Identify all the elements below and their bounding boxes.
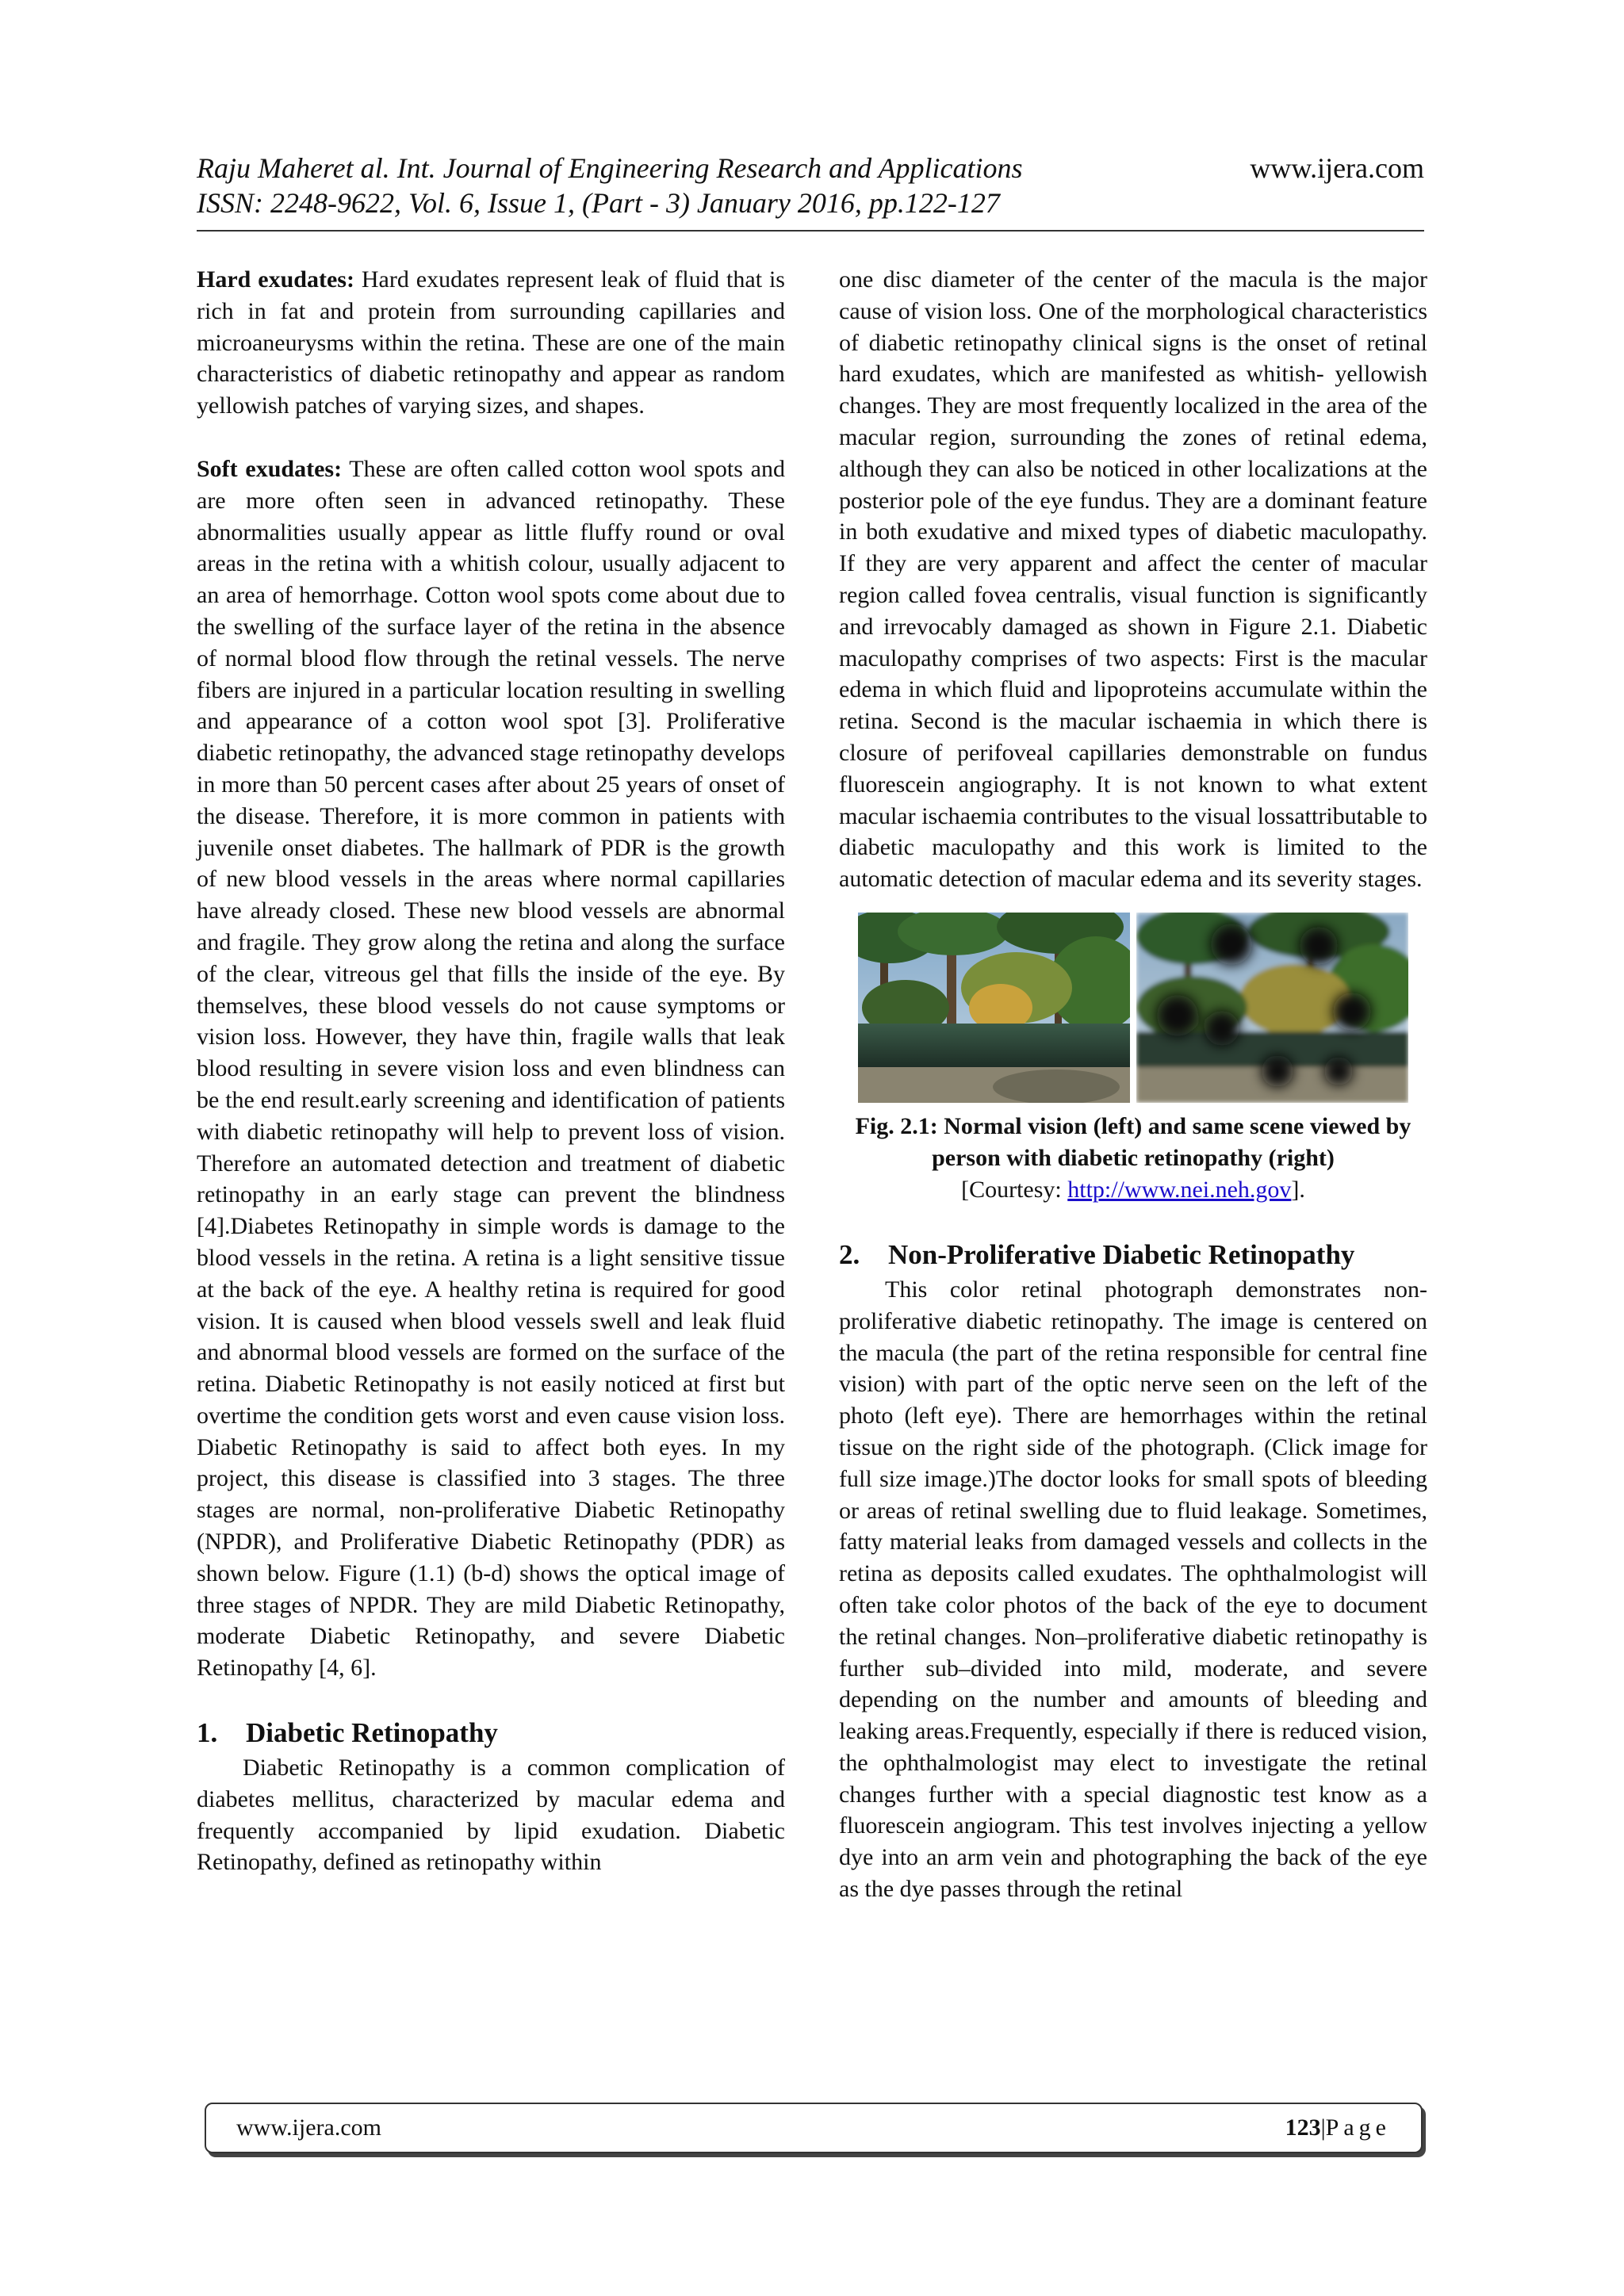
page-footer: [205, 2103, 1423, 2153]
section-2-number: 2.: [839, 1238, 860, 1270]
continuation-paragraph: one disc diameter of the center of the macula is the major cause of vision loss. One of the morphological characteristics of diabetic retinopathy clinical signs is the onset of retinal hard exudates, which are manifested as whitish- yellowish changes. They are most frequently localized in the area of the macular region, surrounding the zones of retinal edema, although they can also be noticed in other localizations at the posterior pole of the eye fundus. They are a dominant feature in both exudative and mixed types of diabetic maculopathy. If they are very apparent and affect the center of macular region called fovea centralis, visual function is significantly and irrevocably damaged as shown in Figure 2.1. Diabetic maculopathy comprises of two aspects: First is the macular edema in which fluid and lipoproteins accumulate within the retina. Second is the macular ischaemia in which there is closure of perifoveal capillaries demonstrable on fundus fluorescein angiography. It is not known to what extent macular ischaemia contributes to the visual lossattributable to diabetic maculopathy and this work is limited to the automatic detection of macular edema and its severity stages.: [839, 266, 1427, 893]
left-column: [197, 264, 785, 1878]
hard-exudates-paragraph: [197, 264, 785, 422]
page-word: Page: [1325, 2114, 1391, 2141]
figure-caption-title: Fig. 2.1: Normal vision (left) and same scene viewed by person with diabetic retinopathy (right): [855, 1112, 1411, 1171]
normal-vision-photo: [858, 913, 1130, 1103]
section-1-number: 1.: [197, 1717, 218, 1749]
diabetic-retinopathy-vision-photo: [1136, 913, 1408, 1103]
figure-courtesy: [Courtesy: http://www.nei.neh.gov].: [961, 1176, 1305, 1203]
issn-line: ISSN: 2248-9622, Vol. 6, Issue 1, (Part - 3) January 2016, pp.122-127: [197, 187, 1000, 219]
section-2-title: Non-Proliferative Diabetic Retinopathy: [888, 1238, 1355, 1270]
soft-exudates-heading: Soft exudates:: [197, 455, 343, 482]
page-number-label: 123|Page: [1285, 2114, 1391, 2141]
section-2-heading: [839, 1238, 1427, 1272]
section-2-text: This color retinal photograph demonstrates non-proliferative diabetic retinopathy. The image is centered on the macula (the part of the retina responsible for central fine vision) with part of the optic nerve seen on the left of the photo (left eye). There are hemorrhages within the retinal tissue on the right side of the photograph. (Click image for full size image.)The doctor looks for small spots of bleeding or areas of retinal swelling due to fluid leakage. Sometimes, fatty material leaks from damaged vessels and collects in the retina as deposits called exudates. The ophthalmologist will often take color photos of the back of the eye to document the retinal changes. Non–proliferative diabetic retinopathy is further sub–divided into mild, moderate, and severe depending on the number and amounts of bleeding and leaking areas.Frequently, especially if there is reduced vision, the ophthalmologist may elect to investigate the retinal changes further with a special diagnostic test know as a fluorescein angiogram. This test involves injecting a yellow dye into an arm vein and photographing the back of the eye as the dye passes through the retinal: [839, 1276, 1427, 1903]
figure-caption: [839, 1111, 1427, 1206]
soft-exudates-paragraph: [197, 453, 785, 1684]
section-1-title: Diabetic Retinopathy: [246, 1717, 498, 1749]
section-1-heading: [197, 1716, 785, 1751]
hard-exudates-heading: Hard exudates:: [197, 266, 354, 293]
running-header: [197, 151, 1424, 232]
journal-citation: Raju Maheret al. Int. Journal of Engineering Research and Applications: [197, 152, 1023, 184]
hard-exudates-text: Hard exudates represent leak of fluid that is rich in fat and protein from surrounding capillaries and microaneurysms within the retina. These are one of the main characteristics of diabetic retinopathy and appear as random yellowish patches of varying sizes, and shapes.: [197, 266, 785, 419]
soft-exudates-text: These are often called cotton wool spots and are more often seen in advanced retinopathy. These abnormalities usually appear as little fluffy round or oval areas in the retina with a whitish colour, usually adjacent to an area of hemorrhage. Cotton wool spots come about due to the swelling of the surface layer of the retina in the absence of normal blood flow through the retinal vessels. The nerve fibers are injured in a particular location resulting in swelling and appearance of a cotton wool spot [3]. Proliferative diabetic retinopathy, the advanced stage retinopathy develops in more than 50 percent cases after about 25 years of onset of the disease. Therefore, it is more common in patients with juvenile onset diabetes. The hallmark of PDR is the growth of new blood vessels in the areas where normal capillaries have already closed. These new blood vessels are abnormal and fragile. They grow along the retina and along the surface of the clear, vitreous gel that fills the inside of the eye. By themselves, these blood vessels do not cause symptoms or vision loss. However, they have thin, fragile walls that leak blood resulting in severe vision loss and even blindness can be the end result.early screening and identification of patients with diabetic retinopathy will help to prevent loss of vision. Therefore an automated detection and treatment of diabetic retinopathy in an early stage can prevent the blindness [4].Diabetes Retinopathy in simple words is damage to the blood vessels in the retina. A retina is a light sensitive tissue at the back of the eye. A healthy retina is required for good vision. It is caused when blood vessels swell and leak fluid and abnormal blood vessels are formed on the surface of the retina. Diabetic Retinopathy is not easily noticed at first but overtime the condition gets worst and even cause vision loss. Diabetic Retinopathy is said to affect both eyes. In my project, this disease is classified into 3 stages. The three stages are normal, non-proliferative Diabetic Retinopathy (NPDR), and Proliferative Diabetic Retinopathy (PDR) as shown below. Figure (1.1) (b-d) shows the optical image of three stages of NPDR. They are mild Diabetic Retinopathy, moderate Diabetic Retinopathy, and severe Diabetic Retinopathy [4, 6].: [197, 455, 786, 1682]
figure-2-1: [839, 913, 1427, 1103]
page-number: 123: [1285, 2114, 1321, 2141]
section-1-text: Diabetic Retinopathy is a common complication of diabetes mellitus, characterized by macular edema and frequently accompanied by lipid exudation. Diabetic Retinopathy, defined as retinopathy within: [197, 1755, 785, 1876]
right-column: [839, 264, 1427, 1905]
header-website: www.ijera.com: [1250, 152, 1424, 184]
courtesy-link[interactable]: http://www.nei.neh.gov: [1067, 1176, 1292, 1203]
footer-website: www.ijera.com: [236, 2114, 381, 2141]
